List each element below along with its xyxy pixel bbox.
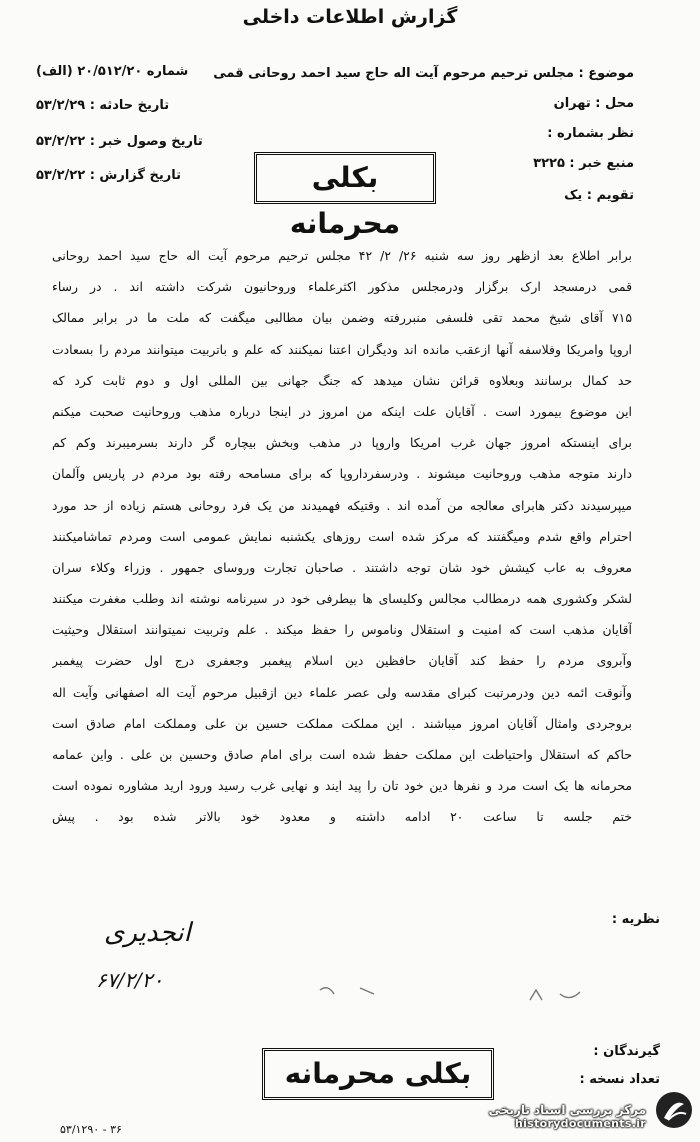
- body-line: میپرسیدند دکتر هابرای معالجه من آمده اند . وقتیکه فهمیدند من یک فرد روحانی هستم زیاده از حد مورد: [52, 497, 632, 513]
- field-location: محل : تهران: [553, 96, 634, 111]
- body-line: برای اینستکه امروز جهان غرب امریکا واروپا در مذهب وبخش بیچاره گر دارند بسرمیبرند وکم کم: [52, 435, 632, 451]
- field-incident-date: تاریخ حادثه : ۵۳/۲/۲۹: [36, 98, 170, 113]
- body-line: برابر اطلاع بعد ازظهر روز سه شنبه ۲۶/ ۲/ ۴۲ مجلس ترحیم مرحوم آیت اله حاج سید احمد روحانی: [52, 248, 632, 263]
- watermark-org: مرکز بررسی اسناد تاریخی: [488, 1103, 646, 1117]
- classification-stamp-bottom: بکلی محرمانه: [262, 1048, 494, 1100]
- body-line: این موضوع بیمورد است . آقایان علت اینکه من امروز در اینجا درباره مذهب وروحانیت صحبت میکنم: [52, 403, 632, 419]
- body-line: آقایان مذهب است که امنیت و استقلال وناموس را حفظ میکند . علم وتربیت نمیتوانند استقلال وحیثیت: [52, 622, 632, 638]
- field-number: شماره ۲۰/۵۱۲/۲۰ (الف): [36, 64, 189, 79]
- body-line: ختم جلسه تا ساعت ۲۰ ادامه داشته و معدود خود بالاتر شده بود . پیش: [52, 809, 632, 825]
- field-report-date: تاریخ گزارش : ۵۳/۲/۲۲: [36, 168, 181, 183]
- body-line: دارند متوجه مذهب وروحانیت میشوند . ودرسفرداروپا که برای مسامحه رفته بود مردم در پاریس وآلمان: [52, 466, 632, 482]
- body-line: لشکر وکشوری همه درمطالب مجالس وکلیسای ها بیطرفی خود در سیرنامه نوشته اند وطلب مغفرت میکنند: [52, 591, 632, 607]
- field-subject: موضوع : مجلس ترحیم مرحوم آیت اله حاج سید احمد روحانی قمی: [213, 66, 634, 81]
- body-line: وآبروی مردم را حفظ کند آقایان حافظین دین اسلام پیغمبر وجعفری درج اول حضرت پیغمبر: [52, 653, 632, 669]
- opinion-label: نظریه :: [611, 912, 660, 927]
- field-receipt-date: تاریخ وصول خبر : ۵۳/۲/۲۲: [36, 134, 203, 149]
- copies-label: تعداد نسخه :: [579, 1072, 660, 1087]
- handwritten-date: ۶۷/۲/۲۰: [96, 968, 164, 992]
- classification-stamp-top: بکلی محرمانه: [254, 152, 436, 204]
- document-title: گزارش اطلاعات داخلی: [242, 6, 458, 28]
- body-line: وآنوقت ائمه دین ودرمرتبت کبرای مقدسه ولی عصر علماء دین ازقبیل مرحوم آیت اله اصفهانی وآیت اله: [52, 684, 632, 700]
- body-line: احترام واقع شدم ومیگفتند که مرکز شده است روزهای یکشنبه نمایش عمومی است ومردم تماشامیکنند: [52, 528, 632, 544]
- body-line: حاکم که استقلال واحتیاطت این مملکت حفظ شده است برای امام صادق وحسین بن علی . واین عمامه: [52, 747, 632, 762]
- faint-marks: [300, 970, 630, 1030]
- field-reference: نظر بشماره :: [547, 126, 634, 141]
- body-line: حد کمال برسانند وبعلاوه قرائن نشان میدهد که جنگ جهانی بین المللی اول و دوم ثابت کرد که: [52, 372, 632, 388]
- body-line: قمی درمسجد ارک برگزار ودرمجلس مذکور اکثرعلماء وروحانیون شرکت داشته اند . در رساء: [52, 279, 632, 295]
- watermark-url: historydocuments.ir: [515, 1117, 646, 1130]
- field-source: منبع خبر : ۳۲۲۵: [533, 156, 634, 171]
- body-line: بروجردی وامثال آقایان امروز میباشند . این مملکت مملکت حسین بن علی ومملکت امام صادق است: [52, 715, 632, 731]
- archive-logo-icon: [654, 1090, 694, 1130]
- body-line: اروپا وامریکا وفلاسفه آنها ازعقب مانده اند ودیگران اعتنا نمیکنند که علم و باتربیت میتوانند مردم را بسعادت: [52, 341, 632, 357]
- body-line: معروف به عاب کیشش خود شان توجه داشتند . صاحبان تجارت وروسای جمهور . وزراء وکلاء سران: [52, 559, 632, 575]
- body-line: محرمانه ها یک است مرد و نفرها دین خود تان را پید ایند و نهایی غرب رسید ورود ارید مشاوره نموده است: [52, 778, 632, 794]
- recipients-label: گیرندگان :: [593, 1044, 660, 1059]
- footer-code: ۵۳/۱۲۹۰ - ۳۶: [60, 1123, 122, 1136]
- watermark: [489, 1103, 646, 1130]
- handwritten-signature: انجدیری: [104, 918, 191, 948]
- field-calendar: تقویم : یک: [564, 188, 634, 203]
- body-line: ۷۱۵ آقای شیخ محمد تقی فلسفی منبررفته وضمن بیان مطالبی میگفت که ملت ما در برابر ممالک: [52, 310, 632, 326]
- report-body: [52, 240, 632, 833]
